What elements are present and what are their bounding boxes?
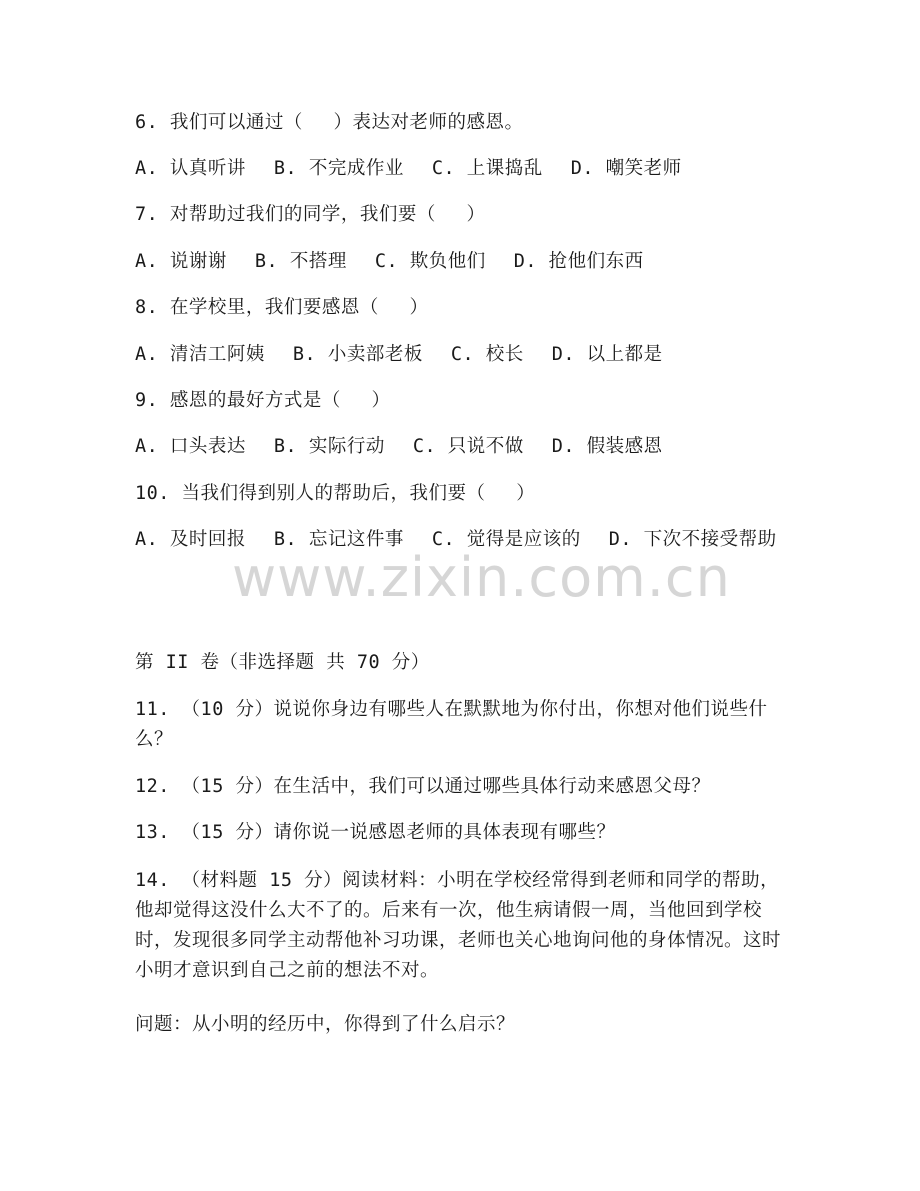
option-b: B. 实际行动: [273, 436, 385, 457]
question-8-stem: 8. 在学校里，我们要感恩（ ）: [135, 297, 429, 318]
question-12: 12. （15 分）在生活中，我们可以通过哪些具体行动来感恩父母？: [135, 776, 711, 797]
question-7-options: [135, 247, 795, 277]
question-6-options: [135, 154, 795, 184]
option-c: C. 上课捣乱: [431, 158, 543, 179]
option-d: D. 嘲笑老师: [570, 158, 682, 179]
section-2-title: 第 II 卷（非选择题 共 70 分）: [135, 652, 430, 673]
option-a: A. 及时回报: [135, 529, 246, 550]
option-d: D. 以上都是: [551, 344, 663, 365]
option-d: D. 下次不接受帮助: [608, 529, 777, 550]
question-6-stem: 6. 我们可以通过（ ）表达对老师的感恩。: [135, 112, 524, 133]
question-10-stem: 10. 当我们得到别人的帮助后，我们要（ ）: [135, 483, 536, 504]
question-14-material: 14. （材料题 15 分）阅读材料：小明在学校经常得到老师和同学的帮助，他却觉得这没什么大不了的。后来有一次，他生病请假一周，当他回到学校时，发现很多同学主动帮他补习功课，老师也关心地询问他的身体情况。这时小明才意识到自己之前的想法不对。: [135, 870, 782, 981]
watermark: www.zixin.com.cn: [232, 546, 731, 609]
option-a: A. 清洁工阿姨: [135, 344, 265, 365]
option-c: C. 只说不做: [412, 436, 524, 457]
option-c: C. 校长: [450, 344, 524, 365]
question-8-options: [135, 340, 795, 370]
option-b: B. 忘记这件事: [273, 529, 404, 550]
option-a: A. 说谢谢: [135, 251, 227, 272]
question-13: 13. （15 分）请你说一说感恩老师的具体表现有哪些？: [135, 822, 616, 843]
option-b: B. 不搭理: [254, 251, 347, 272]
option-a: A. 认真听讲: [135, 158, 246, 179]
question-9-stem: 9. 感恩的最好方式是（ ）: [135, 390, 391, 411]
option-d: D. 假装感恩: [551, 436, 663, 457]
option-d: D. 抢他们东西: [513, 251, 644, 272]
option-a: A. 口头表达: [135, 436, 246, 457]
question-9-options: [135, 432, 795, 462]
option-b: B. 小卖部老板: [292, 344, 423, 365]
option-b: B. 不完成作业: [273, 158, 404, 179]
question-7-stem: 7. 对帮助过我们的同学，我们要（ ）: [135, 204, 486, 225]
option-c: C. 欺负他们: [374, 251, 486, 272]
question-11: 11. （10 分）说说你身边有哪些人在默默地为你付出，你想对他们说些什么？: [135, 699, 768, 750]
question-14-prompt: 问题：从小明的经历中，你得到了什么启示？: [135, 1014, 516, 1035]
option-c: C. 觉得是应该的: [431, 529, 581, 550]
question-10-options: [135, 525, 795, 555]
